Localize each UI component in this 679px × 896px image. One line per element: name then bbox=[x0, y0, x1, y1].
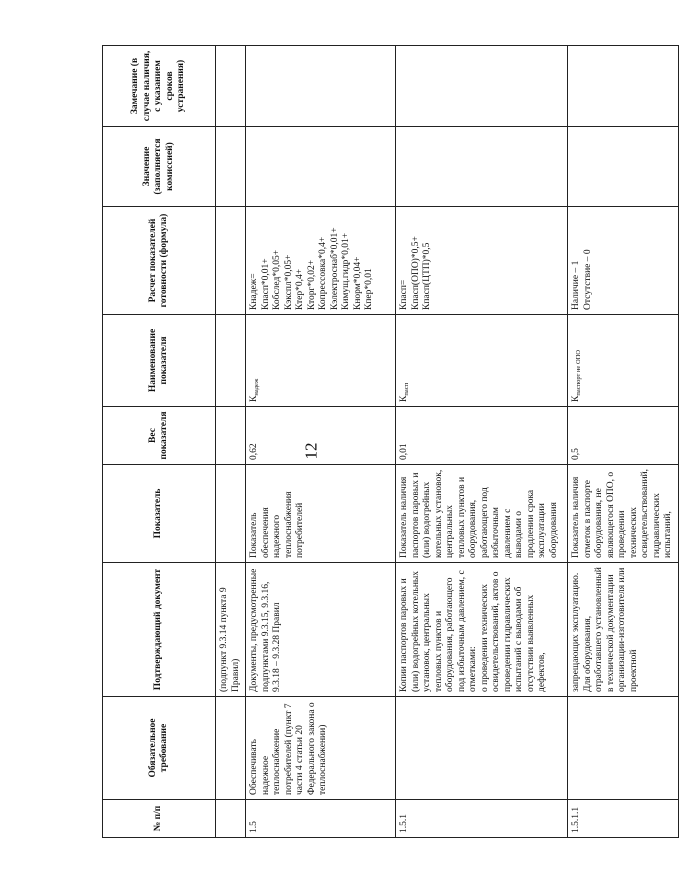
cell-indicator: Показатель наличия паспортов паровых и (или) водогрейных котельных установок, центральных тепловых пунктов и оборудования, работающего под избыточным давлением с выводами о продлении срока эксплуатации оборудования bbox=[396, 465, 568, 563]
formula-line: Кэлектроснаб*0,01+ bbox=[329, 227, 340, 310]
cell-value bbox=[246, 127, 396, 207]
formula-line: Кпасп(ЦТП)*0,5 bbox=[422, 242, 432, 310]
cell-calculation bbox=[216, 207, 246, 315]
formula-line: Копрессовка*0,4+ bbox=[318, 236, 328, 310]
cell-note bbox=[568, 46, 679, 127]
formula-line: Кимущ.гидр*0,01+ bbox=[341, 232, 351, 310]
formula-line: Ктер*0,4+ bbox=[295, 268, 305, 310]
formula-line: Кнорм*0,04+ bbox=[352, 256, 363, 310]
cell-indicator-name bbox=[216, 315, 246, 407]
formula-line: Кэкспл*0,05+ bbox=[283, 254, 294, 310]
cell-indicator: Показатель обеспечения надежного теплоснабжения потребителей bbox=[246, 465, 396, 563]
cell-indicator-name bbox=[396, 315, 568, 407]
page-number: 12 bbox=[301, 442, 321, 460]
cell-num: 1.5.1 bbox=[396, 800, 568, 838]
indicator-subscript: паспорт не ОПО bbox=[575, 349, 582, 396]
cell-document: Документы, предусмотренные подпунктами 9.3.15, 9.3.16, 9.3.18 – 9.3.28 Правил bbox=[246, 563, 396, 697]
formula-line: Кпасп*0,01+ bbox=[260, 258, 271, 310]
cell-num: 1.5.1.1 bbox=[568, 800, 679, 838]
cell-document: запрещающих эксплуатацию. Для оборудования, отработавшего установленный в технической документации организации-изготовителя или проектной bbox=[568, 563, 679, 697]
header-indicator: Показатель bbox=[103, 465, 216, 563]
cell-requirement bbox=[396, 697, 568, 800]
cell-indicator: Показатель наличия отметок в паспорте оборудования, не являющегося ОПО, о проведении технических освидетельствований, гидравлических испытаний, bbox=[568, 465, 679, 563]
indicator-subscript: надеж bbox=[253, 378, 260, 396]
header-document: Подтверждающий документ bbox=[103, 563, 216, 697]
indicator-symbol: К bbox=[399, 395, 409, 402]
cell-document: Копии паспортов паровых и (или) водогрейных котельных установок, центральных тепловых пунктов и оборудования, работающего под избыточным давлением, с отметками: о проведении технических освидетельствований, актов о проведении гидравлических испытаний с выводами об отсутствии выявленных дефектов, bbox=[396, 563, 568, 697]
cell-requirement bbox=[568, 697, 679, 800]
cell-num bbox=[216, 800, 246, 838]
formula-line: Наличие – 1 bbox=[571, 260, 581, 310]
table-row bbox=[246, 46, 396, 838]
cell-value bbox=[396, 127, 568, 207]
formula-line: Отсутствие – 0 bbox=[582, 249, 593, 310]
indicator-symbol: К bbox=[249, 395, 259, 402]
cell-note bbox=[396, 46, 568, 127]
readiness-table bbox=[102, 45, 679, 838]
cell-weight: 0,62 bbox=[246, 407, 396, 465]
formula-line: Кнадеж= bbox=[249, 273, 259, 310]
header-weight: Вес показателя bbox=[103, 407, 216, 465]
header-num: № п/п bbox=[103, 800, 216, 838]
cell-indicator-name bbox=[568, 315, 679, 407]
header-note: Замечание (в случае наличия, с указанием сроков устранения) bbox=[103, 46, 216, 127]
cell-weight bbox=[216, 407, 246, 465]
rotated-page bbox=[102, 46, 673, 838]
cell-value bbox=[568, 127, 679, 207]
cell-requirement bbox=[216, 697, 246, 800]
cell-note bbox=[246, 46, 396, 127]
cell-calculation bbox=[246, 207, 396, 315]
header-calculation: Расчет показателей готовности (формула) bbox=[103, 207, 216, 315]
header-requirement: Обязательное требование bbox=[103, 697, 216, 800]
header-value: Значение (заполняется комиссией) bbox=[103, 127, 216, 207]
cell-value bbox=[216, 127, 246, 207]
cell-document: (подпункт 9.3.14 пункта 9 Правил) bbox=[216, 563, 246, 697]
table-row bbox=[568, 46, 679, 838]
formula-line: Кторг*0,02+ bbox=[306, 259, 317, 310]
cell-num: 1.5 bbox=[246, 800, 396, 838]
header-indicator-name: Наименование показателя bbox=[103, 315, 216, 407]
table-row bbox=[396, 46, 568, 838]
cell-requirement: Обеспечивать надежное теплоснабжение потребителей (пункт 7 части 4 статьи 20 Федерального закона о теплоснабжении) bbox=[246, 697, 396, 800]
cell-weight: 0,5 bbox=[568, 407, 679, 465]
indicator-symbol: К bbox=[571, 395, 581, 402]
formula-line: Кпасп= bbox=[399, 279, 409, 310]
formula-line: Кпер*0,01 bbox=[364, 268, 374, 310]
cell-calculation bbox=[568, 207, 679, 315]
cell-note bbox=[216, 46, 246, 127]
cell-weight: 0,01 bbox=[396, 407, 568, 465]
formula-line: Кпасп(ОПО)*0,5+ bbox=[410, 236, 421, 310]
cell-calculation bbox=[396, 207, 568, 315]
table-row bbox=[216, 46, 246, 838]
formula-line: Кобслед*0,05+ bbox=[272, 249, 282, 310]
cell-indicator bbox=[216, 465, 246, 563]
indicator-subscript: пасп bbox=[403, 382, 410, 396]
cell-indicator-name bbox=[246, 315, 396, 407]
